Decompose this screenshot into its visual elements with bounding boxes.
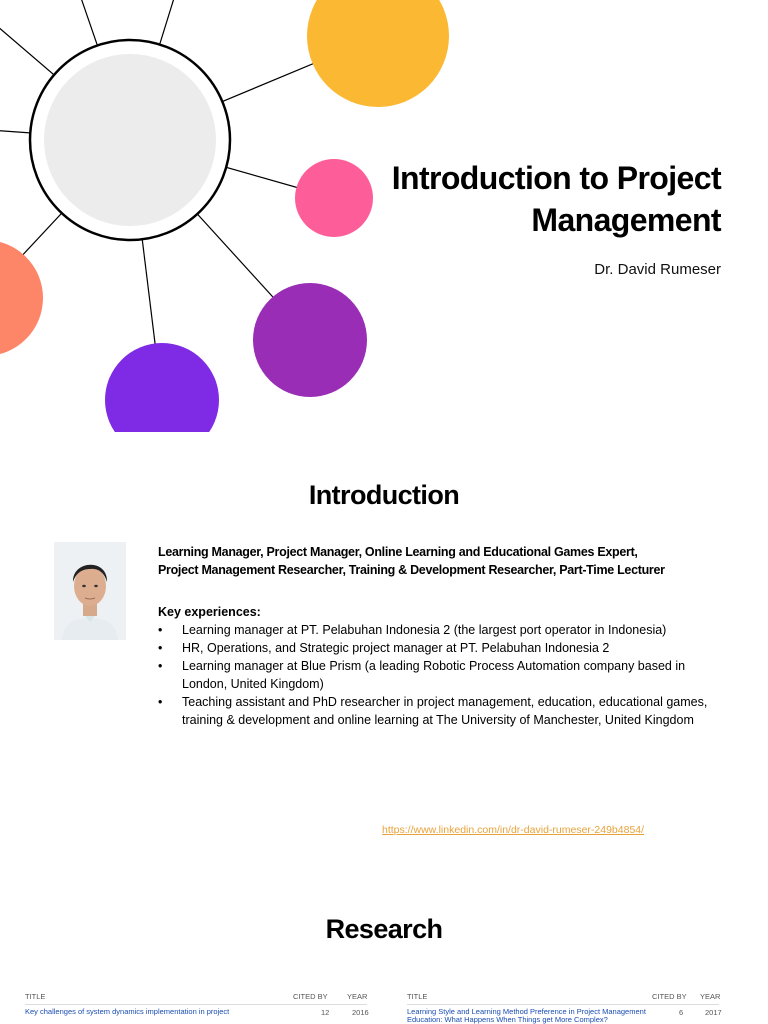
roles-summary [158, 543, 718, 579]
research-slide [0, 888, 768, 1024]
header-cited-by[interactable]: CITED BY [293, 992, 328, 1001]
experience-item: • Teaching assistant and PhD researcher in project management, education, educational games, training & development and online learning at The University of Manchester, United Kingdom [158, 693, 718, 729]
roles-line-1: Learning Manager, Project Manager, Online Learning and Educational Games Expert, [158, 545, 638, 559]
publication-year: 2017 [705, 1008, 722, 1017]
publication-title-link[interactable]: Key challenges of system dynamics implementation in project [25, 1007, 230, 1016]
cited-count[interactable]: 6 [679, 1008, 684, 1017]
header-title[interactable]: TITLE [407, 992, 428, 1001]
presentation-title [361, 157, 721, 241]
linkedin-link[interactable]: https://www.linkedin.com/in/dr-david-rumeser-249b4854/ [382, 824, 645, 836]
introduction-slide [0, 450, 768, 870]
header-year[interactable]: YEAR [700, 992, 721, 1001]
key-experiences-heading: Key experiences: [158, 605, 261, 619]
title-slide [0, 0, 768, 432]
header-cited-by[interactable]: CITED BY [652, 992, 687, 1001]
publication-table-left [25, 992, 367, 1024]
publication-table-right [407, 992, 722, 1024]
section-title-introduction: Introduction [308, 480, 460, 510]
header-title[interactable]: TITLE [25, 992, 46, 1001]
experience-list [158, 621, 718, 729]
table-header [407, 992, 719, 1005]
experience-item: • Learning manager at Blue Prism (a leading Robotic Process Automation company based in London, United Kingdom) [158, 657, 718, 693]
title-line-2: Management [531, 202, 721, 238]
table-row [25, 1008, 367, 1024]
table-header [25, 992, 367, 1005]
roles-line-2: Project Management Researcher, Training & Development Researcher, Part-Time Lecturer [158, 563, 665, 577]
author-name: Dr. David Rumeser [594, 261, 721, 278]
experience-item: • Learning manager at PT. Pelabuhan Indonesia 2 (the largest port operator in Indonesia) [158, 621, 718, 639]
hub-inner-circle [44, 54, 216, 226]
table-row [407, 1007, 722, 1024]
violet-circle [105, 343, 219, 432]
portrait-photo [54, 542, 126, 640]
yellow-circle [307, 0, 449, 107]
publication-title-link[interactable]: Learning Style and Learning Method Preference in Project Management Education: What Happens When Things get More Complex? [407, 1007, 646, 1024]
publication-year: 2016 [352, 1008, 369, 1017]
bio-text [158, 543, 718, 729]
experience-item: • HR, Operations, and Strategic project manager at PT. Pelabuhan Indonesia 2 [158, 639, 718, 657]
coral-circle [0, 240, 43, 356]
section-title-research: Research [325, 914, 443, 944]
title-line-1: Introduction to Project [391, 160, 721, 196]
header-year[interactable]: YEAR [347, 992, 368, 1001]
cited-count[interactable]: 12 [321, 1008, 330, 1017]
purple-circle [253, 283, 367, 397]
